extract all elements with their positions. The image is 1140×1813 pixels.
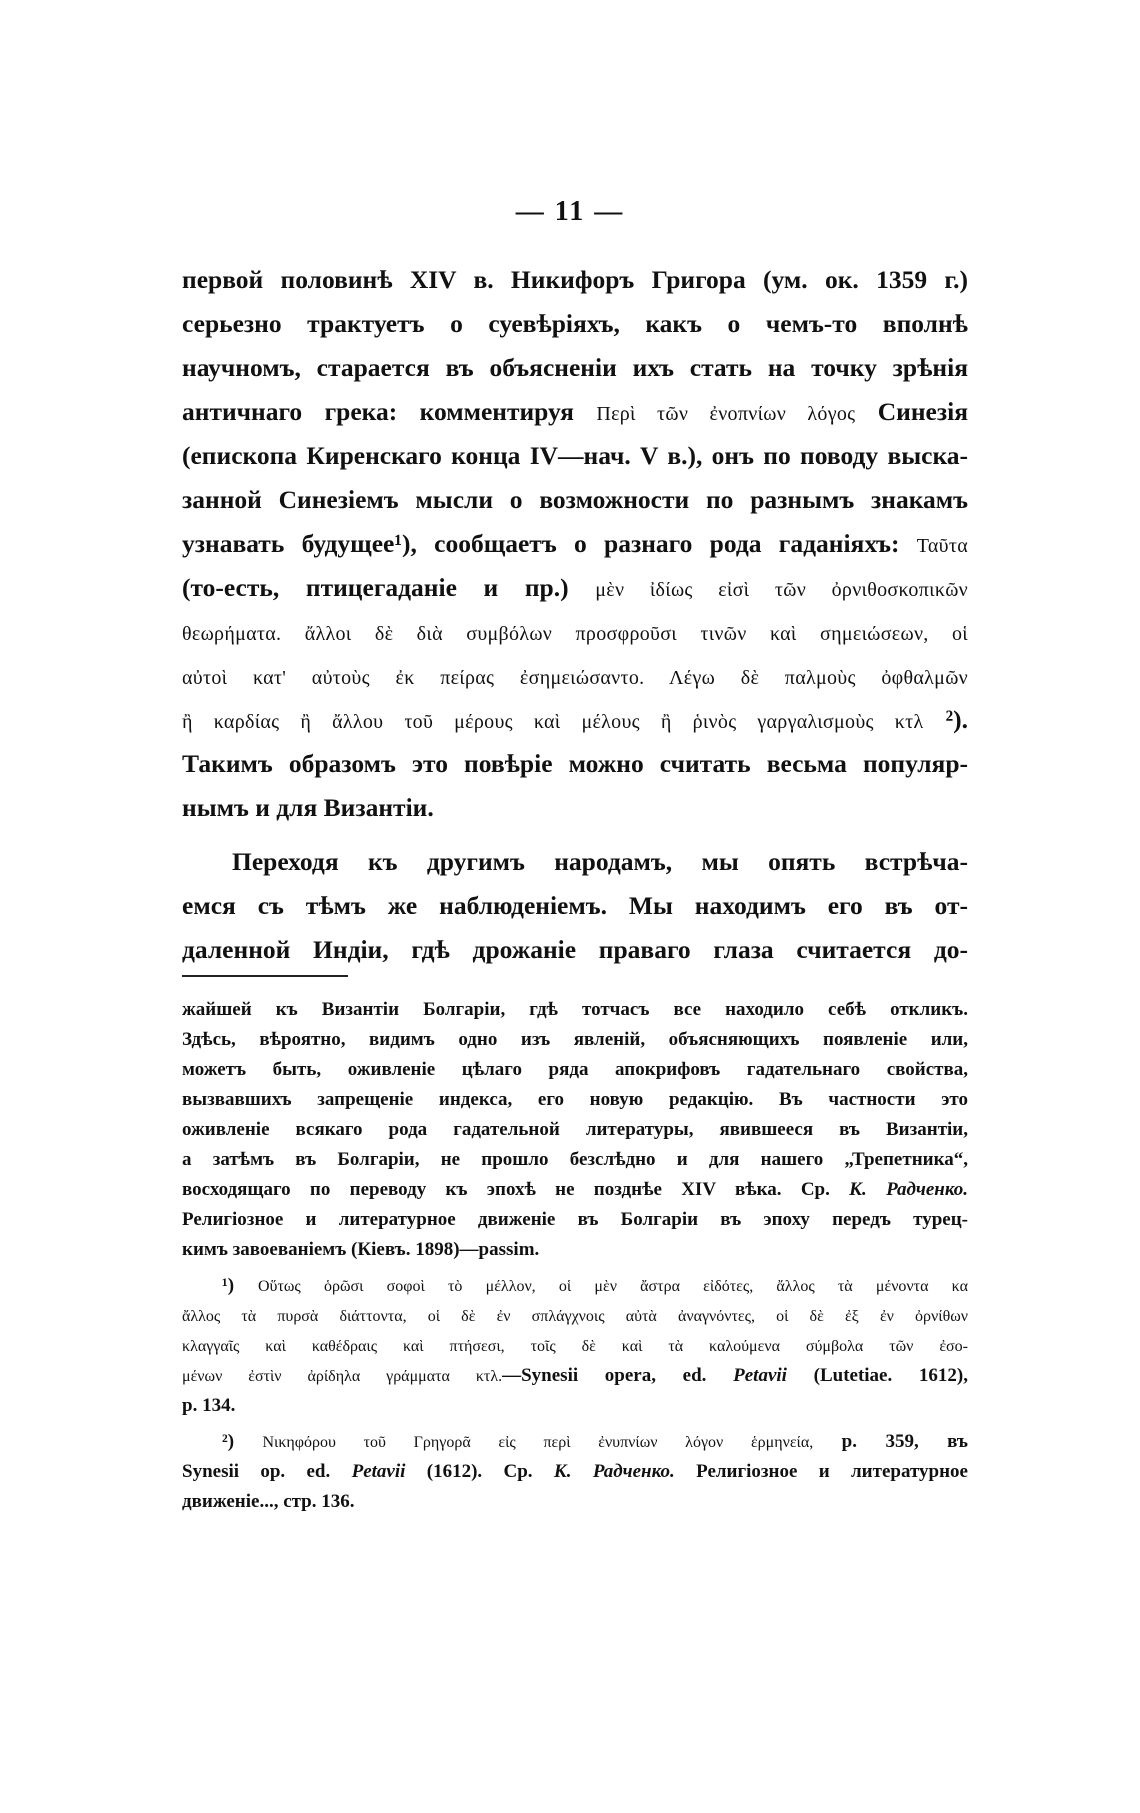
- footnote-line: [182, 1301, 968, 1331]
- main-line: [182, 610, 968, 654]
- main-line: узнавать будущее¹), сообщаетъ о разнаго рода гаданіяхъ: Ταῦτα: [182, 529, 968, 558]
- editor-citation: Petavii: [733, 1365, 787, 1386]
- greek-text: Νικηφόρου τοῦ Γρηγορᾶ εἰς περὶ ἐνυπνίων λόγον ἑρμηνεία,: [262, 1434, 814, 1451]
- main-line: античнаго грека: комментируя Περὶ τῶν ἐνοπνίων λόγος Синезія: [182, 397, 968, 426]
- main-line: (то-есть, птицегаданіе и пр.) μὲν ἰδίως εἰσὶ τῶν ὀρνιθοσκοπικῶν: [182, 573, 968, 602]
- footnote-line: [182, 1331, 968, 1361]
- greek-text: Περὶ τῶν ἐνοπνίων λόγος: [596, 403, 856, 425]
- greek-text: μὲν ἰδίως εἰσὶ τῶν ὀρνιθοσκοπικῶν: [595, 579, 968, 601]
- footnote-line: Здѣсь, вѣроятно, видимъ одно изъ явленій, объясняющихъ появленіе или,: [182, 1029, 968, 1050]
- footnote-line: а затѣмъ въ Болгаріи, не прошло безслѣдно и для нашего „Трепетника“,: [182, 1149, 968, 1170]
- main-line: серьезно трактуетъ о суевѣріяхъ, какъ о чемъ-то вполнѣ: [182, 309, 968, 338]
- author-citation: К. Радченко.: [553, 1461, 675, 1482]
- main-line: Такимъ образомъ это повѣріе можно считать весьма популяр-: [182, 749, 968, 778]
- editor-citation: Petavii: [351, 1461, 406, 1482]
- footnote-line: ²) Νικηφόρου τοῦ Γρηγορᾶ εἰς περὶ ἐνυπνίων λόγον ἑρμηνεία, p. 359, въ: [222, 1431, 968, 1452]
- greek-text: Οὕτως ὁρῶσι σοφοὶ τὸ μέλλον, οἱ μὲν ἄστρα εἰδότες, ἄλλος τὰ μένοντα κα: [257, 1278, 968, 1295]
- footnote-line: жайшей къ Византіи Болгаріи, гдѣ тотчасъ все находило себѣ откликъ.: [182, 999, 968, 1020]
- greek-text: θεωρήματα. ἄλλοι δὲ διὰ συμβόλων προσφροῦσι τινῶν καὶ σημειώσεων, οἱ: [182, 623, 968, 645]
- main-line: Переходя къ другимъ народамъ, мы опять встрѣча-: [232, 847, 968, 876]
- greek-text: ἢ καρδίας ἢ ἄλλου τοῦ μέρους καὶ μέλους ἢ ῥινὸς γαργαλισμοὺς κτλ: [182, 711, 924, 733]
- main-line: научномъ, старается въ объясненіи ихъ стать на точку зрѣнія: [182, 353, 968, 382]
- page-number: — 11 —: [515, 196, 625, 227]
- footnotes: [182, 995, 968, 1517]
- footnote-line: ¹) Οὕτως ὁρῶσι σοφοὶ τὸ μέλλον, οἱ μὲν ἄστρα εἰδότες, ἄλλος τὰ μένοντα κα: [222, 1275, 968, 1296]
- footnote-divider: [182, 975, 348, 977]
- main-line: первой половинѣ XIV в. Никифоръ Григора (ум. ок. 1359 г.): [182, 265, 968, 294]
- main-line: нымъ и для Византіи.: [182, 793, 434, 822]
- main-line: [182, 654, 968, 698]
- footnote-line: Религіозное и литературное движеніе въ Болгаріи въ эпоху передъ турец-: [182, 1209, 968, 1230]
- greek-text: κλαγγαῖς καὶ καθέδραις καὶ πτήσεσι, τοῖς δὲ καὶ τὰ καλούμενα σύμβολα τῶν ἐσο-: [182, 1338, 968, 1355]
- footnote-line: оживленіе всякаго рода гадательной литературы, явившееся въ Византіи,: [182, 1119, 968, 1140]
- footnote-line: p. 134.: [182, 1395, 236, 1416]
- footnote-line: вызвавшихъ запрещеніе индекса, его новую редакцію. Въ частности это: [182, 1089, 968, 1110]
- main-line: (епископа Киренскаго конца IV—нач. V в.), онъ по поводу выска-: [182, 441, 968, 470]
- main-text: [182, 258, 968, 972]
- footnote-line: можетъ быть, оживленіе цѣлаго ряда апокрифовъ гадательнаго свойства,: [182, 1059, 968, 1080]
- greek-text: αὐτοὶ κατ' αὐτοὺς ἐκ πείρας ἐσημειώσαντο. Λέγω δὲ παλμοὺς ὀφθαλμῶν: [182, 667, 968, 689]
- author-citation: К. Радченко.: [849, 1179, 968, 1200]
- main-line: ἢ καρδίας ἢ ἄλλου τοῦ μέρους καὶ μέλους ἢ ῥινὸς γαργαλισμοὺς κτλ ²).: [182, 705, 968, 734]
- greek-text: μένων ἐστὶν ἀρίδηλα γράμματα κτλ.: [182, 1368, 503, 1385]
- main-line: емся съ тѣмъ же наблюденіемъ. Мы находимъ его въ от-: [182, 891, 968, 920]
- footnote-line: Synesii op. ed. Petavii (1612). Ср. К. Радченко. Религіозное и литературное: [182, 1461, 968, 1482]
- footnote-line: кимъ завоеваніемъ (Кіевъ. 1898)—passim.: [182, 1239, 540, 1260]
- footnote-line: восходящаго по переводу къ эпохѣ не позднѣе XIV вѣка. Ср. К. Радченко.: [182, 1179, 968, 1200]
- main-line: даленной Индіи, гдѣ дрожаніе праваго глаза считается до-: [182, 935, 968, 964]
- main-line: занной Синезіемъ мысли о возможности по разнымъ знакамъ: [182, 485, 968, 514]
- greek-text: Ταῦτα: [916, 535, 968, 557]
- footnote-line: μένων ἐστὶν ἀρίδηλα γράμματα κτλ.—Synesii opera, ed. Petavii (Lutetiae. 1612),: [182, 1365, 968, 1386]
- footnote-line: движеніе..., стр. 136.: [182, 1491, 355, 1512]
- greek-text: ἄλλος τὰ πυρσὰ διάττοντα, οἱ δὲ ἐν σπλάγχνοις αὐτὰ ἀναγνόντες, οἱ δὲ ἐξ ἐν ὀρνίθων: [182, 1308, 968, 1325]
